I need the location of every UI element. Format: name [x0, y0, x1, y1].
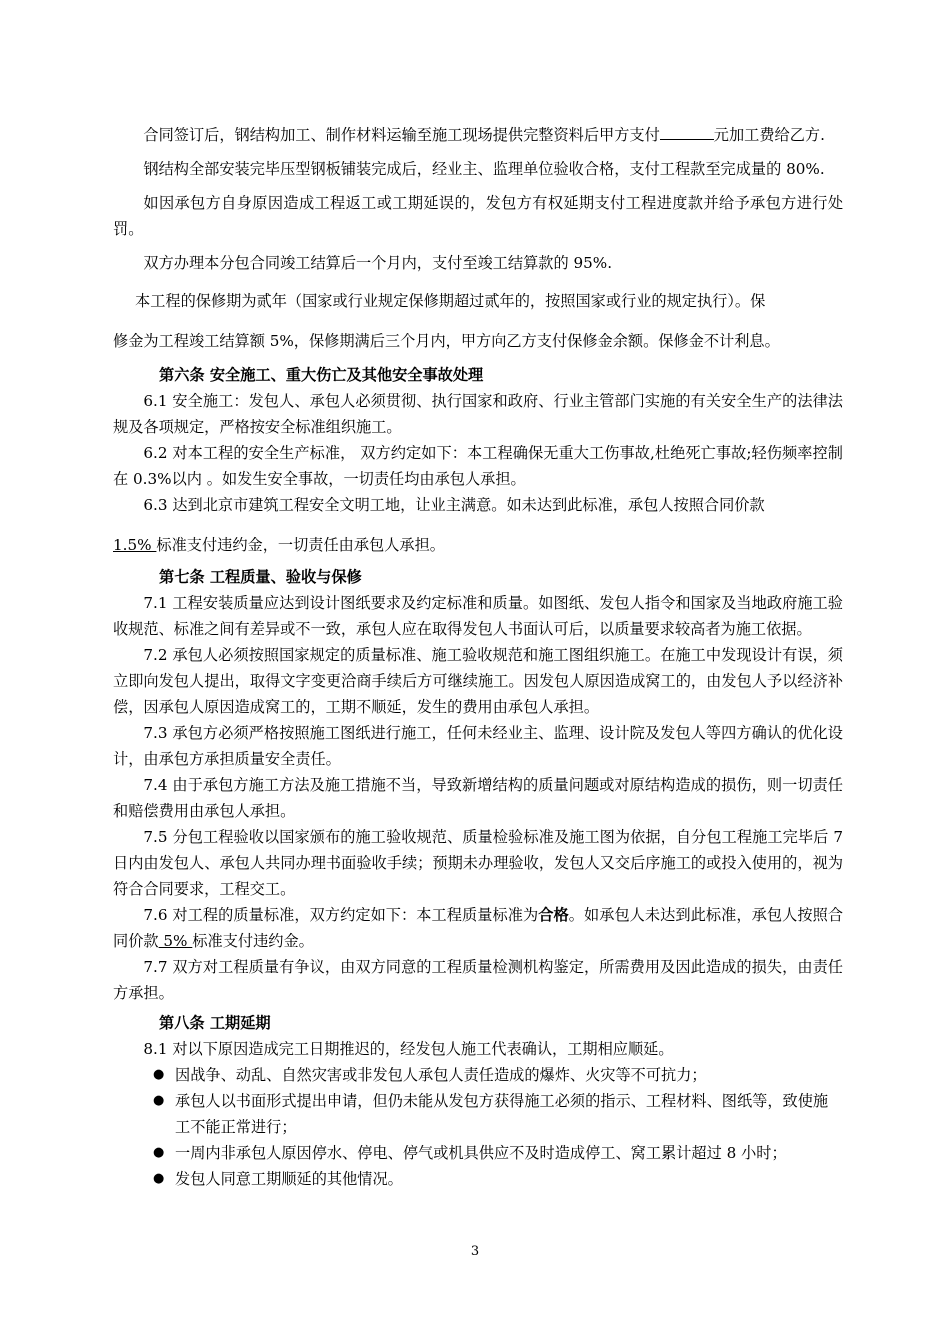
- article-7-1: 7.1 工程安装质量应达到设计图纸要求及约定标准和质量。如图纸、发包人指令和国家及当地政府施工验收规范、标准之间有差异或不一致，承包人应在取得发包人书面认可后，以质量要求较高者为施工依据。: [113, 594, 843, 638]
- article-7-6: [113, 902, 843, 954]
- bullet-icon: ●: [153, 1145, 165, 1160]
- article-6-1: 6.1 安全施工：发包人、承包人必须贯彻、执行国家和政府、行业主管部门实施的有关安全生产的法律法规及各项规定，严格按安全标准组织施工。: [113, 392, 843, 436]
- article-6-2: 6.2 对本工程的安全生产标准， 双方约定如下：本工程确保无重大工伤事故,杜绝死亡事故;轻伤频率控制在 0.3%以内 。如发生安全事故，一切责任均由承包人承担。: [113, 444, 843, 488]
- article-6-3-cont: [113, 532, 843, 558]
- quality-penalty-rate: 5%: [158, 932, 193, 950]
- bullet-item: [113, 1166, 843, 1192]
- warranty-line-1: 本工程的保修期为贰年（国家或行业规定保修期超过贰年的，按照国家或行业的规定执行）。保: [135, 292, 766, 310]
- page-number: 3: [470, 1244, 480, 1259]
- article-7-7: 7.7 双方对工程质量有争议，由双方同意的工程质量检测机构鉴定，所需费用及因此造成的损失，由责任方承担。: [113, 958, 843, 1002]
- bullet-icon: ●: [153, 1067, 165, 1082]
- payment-paragraph-4: 双方办理本分包合同竣工结算后一个月内，支付至竣工结算款的 95%.: [143, 254, 613, 272]
- article-7-6-text-2: 。如承包人未达到此标准，承包人按照合同价款: [113, 906, 844, 950]
- payment-paragraph-1: [113, 122, 843, 148]
- payment-text-end: 元加工费给乙方.: [713, 126, 825, 144]
- article-7-2: 7.2 承包人必须按照国家规定的质量标准、施工验收规范和施工图组织施工。在施工中发现设计有误，须立即向发包人提出，取得文字变更洽商手续后方可继续施工。因发包人原因造成窝工的，由发包人予以经济补偿，因承包人原因造成窝工的，工期不顺延，发生的费用由承包人承担。: [113, 646, 843, 716]
- payment-text: 合同签订后，钢结构加工、制作材料运输至施工现场提供完整资料后甲方支付: [143, 126, 660, 144]
- bullet-text: 一周内非承包人原因停水、停电、停气或机具供应不及时造成停工、窝工累计超过 8 小时；: [175, 1144, 787, 1162]
- document-page: [113, 122, 843, 1192]
- amount-blank: [660, 125, 714, 140]
- article-6-heading: 第六条 安全施工、重大伤亡及其他安全事故处理: [159, 366, 484, 384]
- bullet-item: [113, 1062, 843, 1088]
- article-7-6-text: 7.6 对工程的质量标准，双方约定如下：本工程质量标准为: [143, 906, 539, 924]
- bullet-item: [113, 1140, 843, 1166]
- quality-standard: 合格: [538, 906, 569, 924]
- bullet-icon: ●: [153, 1093, 165, 1108]
- payment-paragraph-2: 钢结构全部安装完毕压型钢板铺装完成后，经业主、监理单位验收合格，支付工程款至完成量的 80%.: [143, 160, 825, 178]
- warranty-line-2: 修金为工程竣工结算额 5%，保修期满后三个月内，甲方向乙方支付保修金余额。保修金不计利息。: [113, 332, 780, 350]
- article-7-3: 7.3 承包方必须严格按照施工图纸进行施工，任何未经业主、监理、设计院及发包人等四方确认的优化设计，由承包方承担质量安全责任。: [113, 724, 843, 768]
- article-8-1: 8.1 对以下原因造成完工日期推迟的，经发包人施工代表确认，工期相应顺延。: [143, 1040, 674, 1058]
- bullet-text: 因战争、动乱、自然灾害或非发包人承包人责任造成的爆炸、火灾等不可抗力；: [175, 1066, 707, 1084]
- bullet-text: 发包人同意工期顺延的其他情况。: [175, 1170, 403, 1188]
- bullet-icon: ●: [153, 1171, 165, 1186]
- article-6-3-text: 标准支付违约金，一切责任由承包人承担。: [156, 536, 445, 554]
- penalty-rate: 1.5%: [113, 536, 157, 554]
- bullet-item: [113, 1088, 843, 1140]
- payment-paragraph-3: 如因承包方自身原因造成工程返工或工期延误的，发包方有权延期支付工程进度款并给予承包方进行处罚。: [113, 194, 843, 238]
- article-8-heading: 第八条 工期延期: [159, 1014, 271, 1032]
- article-7-4: 7.4 由于承包方施工方法及施工措施不当，导致新增结构的质量问题或对原结构造成的损伤，则一切责任和赔偿费用由承包人承担。: [113, 776, 843, 820]
- article-7-heading: 第七条 工程质量、验收与保修: [159, 568, 362, 586]
- article-6-3: 6.3 达到北京市建筑工程安全文明工地，让业主满意。如未达到此标准，承包人按照合同价款: [143, 496, 765, 514]
- article-7-6-text-3: 标准支付违约金。: [192, 932, 314, 950]
- article-7-5: 7.5 分包工程验收以国家颁布的施工验收规范、质量检验标准及施工图为依据，自分包工程施工完毕后 7 日内由发包人、承包人共同办理书面验收手续；预期未办理验收，发包人又交后序施工的或投入使用的，视为符合合同要求，工程交工。: [113, 828, 843, 898]
- bullet-text: 承包人以书面形式提出申请，但仍未能从发包方获得施工必须的指示、工程材料、图纸等，致使施工不能正常进行；: [175, 1092, 829, 1136]
